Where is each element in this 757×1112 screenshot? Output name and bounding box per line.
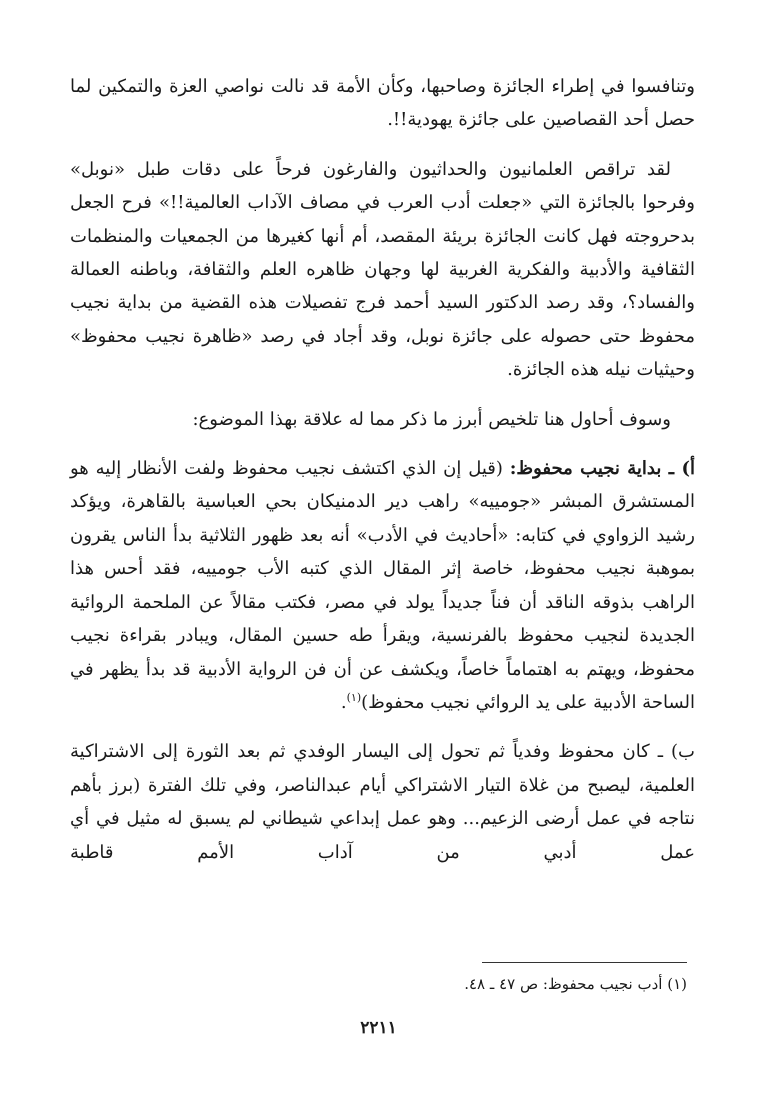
paragraph-2: لقد تراقص العلمانيون والحداثيون والفارغون فرحاً على دقات طبل «نوبل» وفرحوا بالجائزة التي «جعلت أدب العرب في مصاف الآداب العالمية!!» فرح الجعل بدحروجته فهل كانت الجائزة بريئة المقصد، أم أنها كغيرها من الجمعيات والمنظمات الثقافية والأدبية والفكرية الغربية لها وجهان ظاهره العلم والثقافة، وباطنه العمالة والفساد؟، وقد رصد الدكتور السيد أحمد فرج تفصيلات هذه القضية من بداية نجيب محفوظ حتى حصوله على جائزة نوبل، وقد أجاد في رصد «ظاهرة نجيب محفوظ» وحيثيات نيله هذه الجائزة.: [70, 158, 695, 381]
footnote-reference: (١): [346, 690, 362, 704]
paragraph-4-body: (قيل إن الذي اكتشف نجيب محفوظ ولفت الأنظار إليه هو المستشرق المبشر «جومييه» راهب دير الدمنيكان بحي العباسية بالقاهرة، ويؤكد رشيد الزواوي في كتابه: «أحاديث في الأدب» أنه بعد ظهور الثلاثية بدأ الناس يقرون بموهبة نجيب محفوظ، خاصة إثر المقال الذي كتبه الأب جومييه، فقد أحس هذا الراهب بذوقه الناقد أن فناً جديداً يولد في مصر، فكتب مقالاً عن الملحمة الروائية الجديدة لنجيب محفوظ بالفرنسية، ويقرأ طه حسين المقال، ويبادر بقراءة نجيب محفوظ، ويهتم به اهتماماً خاصاً، ويكشف عن أن فن الرواية الأدبية قد بدأ يظهر في الساحة الأدبية على يد الروائي نجيب محفوظ): [70, 458, 696, 713]
paragraph-3: وسوف أحاول هنا تلخيص أبرز ما ذكر مما له علاقة بهذا الموضوع:: [192, 408, 671, 430]
paragraph-4: [70, 452, 695, 719]
footnote-divider: [482, 962, 687, 963]
paragraph-4-end: .: [340, 691, 347, 713]
document-body: [70, 70, 695, 869]
paragraph-1: وتنافسوا في إطراء الجائزة وصاحبها، وكأن الأمة قد نالت نواصي العزة والتمكين لما حصل أحد القصاصين على جائزة يهودية!!.: [70, 76, 695, 131]
paragraph-5: ب) ـ كان محفوظ وفدياً ثم تحول إلى اليسار الوفدي ثم بعد الثورة إلى الاشتراكية العلمية، ليصبح من غلاة التيار الاشتراكي أيام عبدالناصر، وفي تلك الفترة (برز بأهم نتاجه في عمل أرضى الزعيم... وهو عمل إبداعي شيطاني لم يسبق له مثيل في أي عمل أدبي من آداب الأمم قاطبة: [70, 741, 695, 863]
footnote: (١) أدب نجيب محفوظ: ص ٤٧ ـ ٤٨.: [464, 975, 687, 993]
page-number: ٢٢١١: [360, 1018, 397, 1038]
section-heading-a: أ) ـ بداية نجيب محفوظ:: [509, 458, 695, 480]
